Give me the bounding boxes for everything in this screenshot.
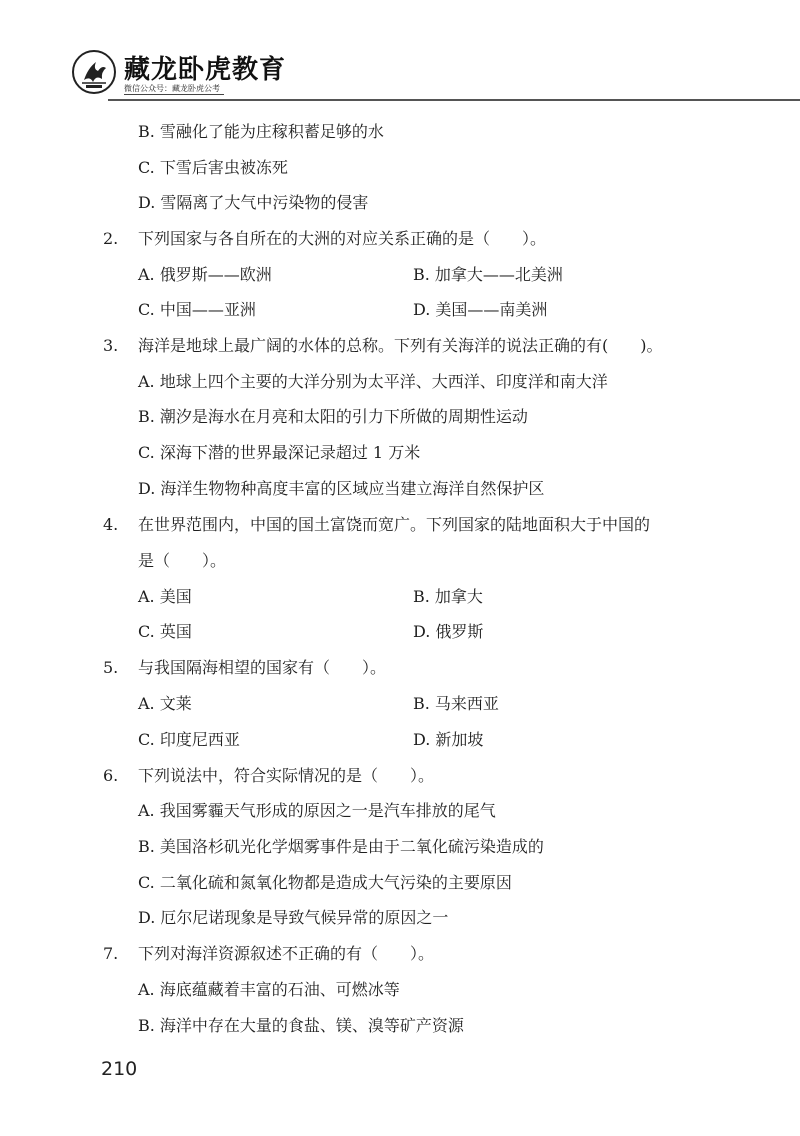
question-stem-3: 海洋是地球上最广阔的水体的总称。下列有关海洋的说法正确的有( )。 <box>138 336 663 355</box>
question-stem-4-cont: 是（ ）。 <box>138 551 227 570</box>
option-5d: D. 新加坡 <box>413 730 484 749</box>
question-stem-4: 在世界范围内，中国的国土富饶而宽广。下列国家的陆地面积大于中国的 <box>138 515 651 534</box>
option-1d: D. 雪隔离了大气中污染物的侵害 <box>138 193 369 212</box>
question-number-5: 5. <box>103 658 119 677</box>
question-number-6: 6. <box>103 766 119 785</box>
option-2c: C. 中国——亚洲 <box>138 300 256 319</box>
option-6a: A. 我国雾霾天气形成的原因之一是汽车排放的尾气 <box>138 801 496 820</box>
option-2b: B. 加拿大——北美洲 <box>413 265 563 284</box>
header-divider <box>108 99 800 101</box>
question-stem-7: 下列对海洋资源叙述不正确的有（ ）。 <box>138 944 435 963</box>
question-stem-2: 下列国家与各自所在的大洲的对应关系正确的是（ ）。 <box>138 229 547 248</box>
brand-title: 藏龙卧虎教育 <box>124 55 287 85</box>
option-1c: C. 下雪后害虫被冻死 <box>138 158 288 177</box>
option-5a: A. 文莱 <box>138 694 192 713</box>
brand-logo-icon <box>72 50 116 94</box>
option-3a: A. 地球上四个主要的大洋分别为太平洋、大西洋、印度洋和南大洋 <box>138 372 608 391</box>
question-number-4: 4. <box>103 515 119 534</box>
question-stem-6: 下列说法中，符合实际情况的是（ ）。 <box>138 766 435 785</box>
option-6c: C. 二氧化硫和氮氧化物都是造成大气污染的主要原因 <box>138 873 512 892</box>
page-header <box>0 0 800 102</box>
option-2d: D. 美国——南美洲 <box>413 300 548 319</box>
option-5c: C. 印度尼西亚 <box>138 730 240 749</box>
option-7a: A. 海底蕴藏着丰富的石油、可燃冰等 <box>138 980 400 999</box>
option-4c: C. 英国 <box>138 622 192 641</box>
question-number-7: 7. <box>103 944 119 963</box>
option-3c: C. 深海下潜的世界最深记录超过 1 万米 <box>138 443 421 462</box>
option-6b: B. 美国洛杉矶光化学烟雾事件是由于二氧化硫污染造成的 <box>138 837 544 856</box>
question-stem-5: 与我国隔海相望的国家有（ ）。 <box>138 658 387 677</box>
option-5b: B. 马来西亚 <box>413 694 499 713</box>
option-1b: B. 雪融化了能为庄稼积蓄足够的水 <box>138 122 384 141</box>
option-4b: B. 加拿大 <box>413 587 483 606</box>
brand-subtitle: 微信公众号：藏龙卧虎公考 <box>124 83 224 95</box>
option-7b: B. 海洋中存在大量的食盐、镁、溴等矿产资源 <box>138 1016 464 1035</box>
page-number: 210 <box>101 1058 138 1080</box>
question-number-2: 2. <box>103 229 119 248</box>
option-3d: D. 海洋生物物种高度丰富的区域应当建立海洋自然保护区 <box>138 479 545 498</box>
option-2a: A. 俄罗斯——欧洲 <box>138 265 272 284</box>
option-4d: D. 俄罗斯 <box>413 622 484 641</box>
option-3b: B. 潮汐是海水在月亮和太阳的引力下所做的周期性运动 <box>138 407 528 426</box>
question-number-3: 3. <box>103 336 119 355</box>
option-4a: A. 美国 <box>138 587 192 606</box>
option-6d: D. 厄尔尼诺现象是导致气候异常的原因之一 <box>138 908 449 927</box>
